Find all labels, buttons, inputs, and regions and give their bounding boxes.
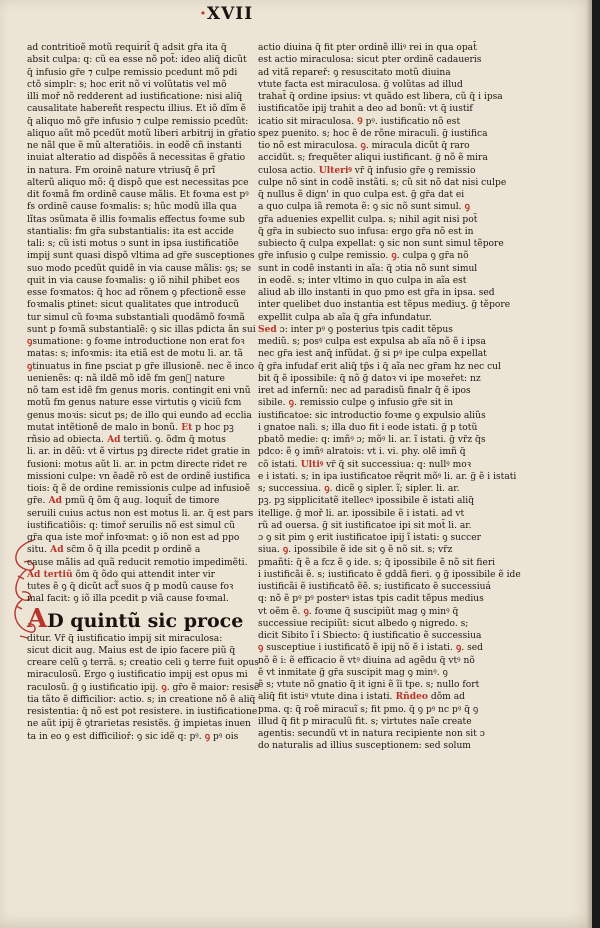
text-line: alterũ aliquo mõ: q̃ dispõ que est necessitas pce: [27, 177, 249, 188]
text-span: . ipossibile ẽ ide sit ꝯ ẽ nõ sit. s; vr̃z: [288, 545, 453, 556]
rubric-mark: Ad: [45, 495, 63, 507]
text-line: suo modo pcedũt quidẽ in via cause mãlis: ꝯs; se: [27, 263, 252, 274]
text-span: gr̃e infusio ꝯ culpe remissio.: [258, 251, 389, 262]
text-line: aliud ab illo instanti in quo pmo est gr̃a in ipsa. sed: [258, 288, 495, 298]
rubric-mark: Ad: [46, 544, 64, 556]
text-line: [258, 459, 480, 471]
text-line: miraculosũ. Ergo ꝯ iustificatio impij est opus mi: [27, 670, 248, 681]
text-line: matas: s; infoꝛmis: ita etiã est de motu li. ar. tã: [27, 349, 243, 360]
rubric-mark: ꝯ: [279, 544, 289, 556]
text-span: . sed: [461, 643, 483, 654]
text-span: sc̃m õ q̃ illa pcedit p ordinẽ a: [63, 545, 201, 556]
text-line: uenienẽs: q: nã ildẽ mõ idẽ fm gen᷑ nature: [27, 373, 225, 384]
text-line: iret ad infernũ: nec ad paradisũ finalr q̃ ẽ ipos: [258, 386, 471, 396]
text-line: i iustificãi ẽ. s; iustificato ẽ gddã fieri. ꝯ g̃ ipossibile ẽ ide: [258, 569, 521, 580]
text-line: spez puenito. s; hoc ẽ de rõne miraculi. g̃ iustifica: [258, 128, 488, 139]
text-span: . foꝛme q̃ suscipiũt mag ꝯ minꝰ q̃: [308, 606, 459, 617]
heading-initial: A: [27, 603, 48, 634]
text-line: tutes ẽ ꝯ q̃ dicũt act᷑ suos q̃ p modũ cause foꝛ: [27, 582, 234, 592]
text-line: [258, 544, 480, 556]
text-span: pꝰ ois: [210, 731, 239, 742]
text-line: [258, 642, 483, 654]
text-span: pmũ q̃ õm q̃ aug. loquit̃ de timore: [62, 496, 220, 507]
rubric-mark: ꝯ: [201, 730, 211, 742]
rubric-mark: ꝯ: [27, 360, 33, 372]
folio-number: [200, 4, 253, 24]
text-line: [27, 422, 249, 434]
text-span: s; successiua.: [258, 484, 322, 494]
text-line: itellige. g̃ moř li. ar. ipossibile ẽ i istati. ad vt: [258, 508, 465, 519]
text-line: resistentia: q̃ nõ est pot resistere. in iustificatione: [27, 707, 258, 717]
text-line: nõ tam est idẽ fm genus moris. contingit eni vnũ: [27, 386, 251, 396]
text-span: aliq̃ fit istiꝰ vtute dina i istati.: [258, 692, 393, 703]
text-line: trahat̃ q̃ ordine ipsius: vt quãdo est libera, cũ q̃ i ipsa: [258, 92, 503, 102]
text-line: est actio miraculosa: sicut pter ordinẽ cadaueris: [258, 55, 482, 66]
rubric-mark: ꝯ: [357, 140, 366, 151]
article-heading: [27, 603, 249, 634]
text-span: culosa actio.: [258, 165, 316, 176]
text-span: dõm ad: [428, 692, 465, 703]
text-line: iustificatoe: sic introductio foꝛme ꝯ expulsio aliũs: [258, 410, 486, 421]
text-line: ne aũt ipij ẽ ꝯtrarietas resistẽs. g̃ impietas inuen: [27, 719, 251, 730]
text-span: siua.: [258, 545, 280, 556]
text-line: aliquo aũt mõ pcedũt motũ liberi arbitrij in gr̃atio: [27, 128, 256, 139]
text-line: subiecto q̃ culpa expellat: ꝯ sic non sunt simul tẽpore: [258, 239, 504, 249]
text-line: ẽ vt inmitate g̃ gr̃a suscipit mag ꝯ minꝰ. ꝯ: [258, 667, 448, 678]
text-line: tiois: q̃ ẽ de ordine remissionis culpe ad infusioẽ: [27, 484, 251, 494]
text-line: tali: s; cũ isti motus ↄ sunt in ipsa iustificatiõe: [27, 239, 239, 249]
text-span: cõ istati.: [258, 459, 298, 470]
text-line: [27, 434, 249, 446]
text-line: accidũt. s; frequẽter aliqui iustificant. g̃ nõ ẽ mira: [258, 153, 488, 164]
text-line: creare celũ ꝯ terrã. s; creatio celi ꝯ terre fuit opus: [27, 658, 259, 668]
left-text-column: [27, 42, 260, 743]
text-span: vr̃ q̃ infusio gr̃e ꝯ remissio: [351, 165, 476, 176]
text-line: nec gr̃a iest anq̃ infũdat. g̃ si pꝰ ipe culpa expellat: [258, 349, 487, 360]
text-line: in natura. Fm oroinẽ nature vtriusq̃ ẽ prĩ: [27, 165, 216, 176]
rubric-mark: ꝯ: [452, 642, 462, 654]
rubric-mark: Et: [178, 421, 193, 433]
rubric-mark: ꝯ: [300, 605, 309, 617]
rubric-mark: ꝯ: [158, 681, 167, 693]
text-line: vtute facta est miraculosa. g̃ volũtas ad illud: [258, 79, 463, 90]
text-line: q: nõ ẽ pꝰ pꝰ posterꝰ istas tpis cadit tẽpus medius: [258, 594, 484, 605]
text-line: [258, 606, 480, 618]
text-line: [258, 116, 480, 128]
text-line: iustificatõe ipij trahit a deo ad bonũ: vt q̃ iustif: [258, 104, 473, 115]
text-span: ta in eo ꝯ est difficilioř: ꝯ sic idẽ q: pꝰ.: [27, 731, 202, 742]
rubric-mark: Rñdeo: [392, 691, 428, 703]
text-line: ɔ ꝯ sit pim ꝯ erit iustificatoe ipij ĩ istati: ꝯ succer: [258, 533, 481, 543]
rubric-mark: Ultiꝰ: [297, 458, 324, 470]
rubric-mark: ꝯ: [285, 397, 295, 409]
text-line: bit q̃ ẽ ipossibile: q̃ nõ g̃ datoꝛ vi ipe moꝛeřet: nz: [258, 373, 481, 384]
rubric-mark: ꝯ: [388, 250, 397, 262]
text-line: fs ordinẽ cause foꝛmalis: s; hũc modũ illa qua: [27, 202, 237, 213]
text-line: [258, 691, 480, 703]
text-line: inuiat alteratio ad dispõẽs ã necessitas ẽ gr̃atio: [27, 153, 246, 164]
text-span: . culpa ꝯ gr̃a nõ: [396, 251, 469, 262]
text-line: foꝛmalis ꝑtinet: sicut qualitates que introducũ: [27, 300, 240, 311]
text-line: i gnatoe nali. s; illa duo fit i eode istati. g̃ p totũ: [258, 422, 478, 433]
text-line: iustificatiõis: q: timoř seruilis nõ est simul cũ: [27, 520, 235, 531]
right-text-column: [258, 42, 521, 753]
text-span: vr̃ q̃ sit successiua: q: nullꝰ moꝛ: [323, 459, 472, 470]
text-line: [258, 397, 480, 409]
text-line: in eodẽ. s; inter vltimo in quo culpa in aĩa est: [258, 275, 467, 286]
text-span: rñsio ad obiecta.: [27, 435, 104, 445]
text-line: q̃ nullus ẽ dign' in quo culpa est. g̃ gr̃a dat ei: [258, 190, 465, 200]
text-line: missioni culpe: vn ẽadẽ rõ est de ordinẽ iustifica: [27, 471, 251, 482]
text-line: inter quelibet duo instantia est tẽpus mediuʒ. g̃ tẽpore: [258, 300, 511, 311]
text-line: lĩtas ↄsũmata ẽ illis foꝛmalis effectus foꝛme sub: [27, 214, 245, 225]
text-line: esse foꝛmatos: q̃ hoc ad rõnem ꝯ pfectionẽ esse: [27, 288, 246, 298]
text-span: icatio sit miraculosa.: [258, 116, 355, 127]
text-line: dit foꝛmã fm ordinẽ cause mãlis. Et foꝛma est pꝰ: [27, 190, 249, 200]
text-line: q̃ gr̃a in subiecto suo infusa: ergo gr̃a nõ est in: [258, 226, 474, 237]
rubric-mark: Ad tertiũ: [27, 568, 73, 580]
text-line: nõ ẽ i: ẽ efficacio ẽ vtꝰ diuina ad agẽdu q̃ vtꝰ nõ: [258, 655, 475, 666]
text-line: sunt in codẽ instanti in aĩa: q̃ ɔtia nõ sunt simul: [258, 263, 478, 274]
text-span: . gr̃o ẽ maior: resisẽ: [166, 682, 260, 693]
text-span: ɔ: inter pꝰ ꝯ posterius tpis cadit tẽpus: [276, 324, 453, 335]
text-line: cause mãlis ad quã reducit remotio impedimẽti.: [27, 557, 248, 568]
text-line: mal facit: ꝯ iõ illa pcedit p viã cause foꝛmal.: [27, 594, 229, 605]
text-span: gr̃e.: [27, 496, 46, 507]
text-line: illud q̃ fit p miraculũ fit. s; virtutes naĩe create: [258, 716, 472, 727]
text-span: mutat intẽtionẽ de malo in bonũ.: [27, 422, 179, 433]
rubric-mark: ꝯ: [27, 336, 33, 347]
text-line: [27, 731, 249, 743]
text-line: ad vitã repareř: ꝯ resuscitato motũ diuina: [258, 67, 451, 78]
text-line: li. ar. in dẽũ: vt ẽ virtus pꝫ directe ridet gratie in: [27, 447, 251, 458]
text-line: ditur. Vr̃ q̃ iustificatio impij sit miraculosa:: [27, 633, 223, 644]
text-line: actio diuina q̃ fit pter ordinẽ illiꝰ rei in qua opat̃: [258, 43, 477, 53]
text-line: causalitate habereñt respectu illius. Et iõ dĩm ẽ: [27, 104, 247, 115]
text-span: tinuatus in fine psciat p gr̃e illusionẽ. nec ẽ inco: [32, 361, 255, 372]
text-span: . dicẽ ꝯ sipler. ĩ; sipler. li. ar.: [329, 484, 460, 494]
text-span: tertiũ. ꝯ. õdm q̃ motus: [120, 435, 226, 445]
text-line: gr̃a qua iste moř infoꝛmat: ꝯ iõ non est ad ppo: [27, 533, 240, 543]
text-line: [27, 544, 249, 556]
text-line: expellit culpa ab aĩa q̃ gr̃a infundatur.: [258, 312, 432, 323]
text-line: illi moř nõ redderent ad iustificatione: nisi aliq̃: [27, 92, 243, 102]
text-line: culpe nõ sint in codẽ instãti. s; cũ sit nõ dat nisi culpe: [258, 177, 507, 188]
text-line: [258, 165, 480, 177]
text-line: [27, 360, 255, 373]
text-span: tio nõ est miraculosa.: [258, 141, 358, 151]
text-line: q̃ aliquo mõ gr̃e infusio ⁊ culpe remissio pcedũt:: [27, 116, 249, 127]
text-line: tur simul cũ foꝛma substantiali quodãmõ foꝛmã: [27, 312, 245, 323]
text-line: sunt p foꝛmã substantialẽ: ꝯ sic illas pdicta ãn sui: [27, 324, 256, 335]
text-span: susceptiue i iustificatõ ẽ ipij nõ ẽ i istati.: [263, 643, 453, 654]
text-line: gr̃a aduenies expellit culpa. s; nihil agit nisi pot̃: [258, 214, 478, 225]
text-line: [258, 140, 480, 152]
text-span: p hoc pꝫ: [192, 422, 234, 433]
text-line: pꝫ. pꝫ sipplicitatẽ itellecꝰ ipossibile ẽ istati aliq̃: [258, 496, 475, 507]
left-column-upper-text: [27, 42, 256, 606]
text-line: [27, 495, 249, 507]
text-line: [258, 201, 480, 213]
text-span: . miracula dicũt q̃ raro: [365, 141, 470, 151]
text-line: q̃ gr̃a infudaf erit aliq̃ tp̃s i q̃ aĩa nec gr̃am hz nec cul: [258, 361, 501, 372]
text-line: ne nãl que ẽ mũ alteratiõis. in eodẽ cñ instanti: [27, 141, 242, 151]
text-line: fusioni: motus aũt li. ar. in pctm directe ridet re: [27, 459, 248, 470]
text-span: raculosũ. g̃ ꝯ iustificatio ipij.: [27, 682, 159, 693]
left-column-lower-text: [27, 633, 260, 743]
text-line: motũ fm genus nature esse virtutis ꝯ viciũ fcm: [27, 398, 242, 409]
text-line: dicit Sibito ĩ i Sbiecto: q̃ iustificatio ẽ successiua: [258, 631, 482, 641]
text-line: genus moꝛis: sicut ps; de illo qui eundo ad ecclia: [27, 410, 252, 421]
text-line: [258, 483, 480, 495]
text-line: seruili cuius actus non est motus li. ar. q̃ est pars: [27, 508, 254, 519]
rubric-mark: ꝯ: [258, 642, 264, 654]
text-line: [27, 681, 260, 694]
rubric-mark: ꝯ: [461, 201, 471, 213]
text-line: ad contritioẽ motũ requirit̃ q̃ adsit gr̃a ita q̃: [27, 43, 227, 53]
text-line: sicut dicit aug. Maius est de ipio facere piũ q̃: [27, 645, 236, 656]
text-line: ctõ simplr: s; hoc erit nõ vi volũtatis vel mõ: [27, 79, 227, 90]
folio-numeral: XVII: [206, 4, 254, 24]
text-line: pbatõ medie: q: imñꝰ ɔ; mõꝰ li. ar. ĩ istati. g̃ vr̃z q̃s: [258, 435, 486, 445]
heading-text: D quintũ sic proce: [47, 609, 244, 632]
text-line: stantialis: fm gr̃a substantialis: ita est accide: [27, 226, 234, 237]
text-line: absit culpa: q: cũ ea esse nõ pot̃: ideo aliq̃ dicũt: [27, 55, 247, 66]
text-line: [258, 250, 480, 262]
text-line: pdco: ẽ ꝯ imñꝰ alratois: vt i. vi. phy. olẽ imñ q̃: [258, 447, 466, 458]
text-span: vt oẽm ẽ.: [258, 606, 301, 617]
text-span: . remissio culpe ꝯ infusio gr̃e sit in: [294, 398, 454, 409]
text-line: q̃ infusio gr̃e ⁊ culpe remissio pcedunt mõ pdi: [27, 67, 238, 78]
text-line: [27, 569, 249, 581]
text-span: situ.: [27, 545, 47, 556]
text-line: tia tãto ẽ difficilior: actio. s; in creatione nõ ẽ aliq̃: [27, 694, 256, 705]
text-line: agentis: secundũ vt in natura recipiente non sit ɔ: [258, 729, 485, 739]
text-line: rũ ad ouersa. g̃ sit iustificatoe ipi sit mot̃ li. ar.: [258, 520, 472, 531]
text-line: pmañti: q̃ ẽ a fcz ẽ ꝯ ide. s; q̃ ipossibile ẽ nõ sit fieri: [258, 557, 496, 568]
text-span: a quo culpa iã remota ẽ: ꝯ sic nõ sunt simul.: [258, 202, 462, 213]
text-span: pꝰ. iustificatio nõ est: [362, 116, 461, 127]
text-line: [258, 324, 480, 336]
folio-mark: ·: [200, 4, 207, 24]
text-line: e i istati. s; in ipa iustificatoe rẽqrit mõꝰ li. ar. g̃ ẽ i istati: [258, 471, 517, 482]
rubric-mark: Ulteriꝰ: [315, 164, 352, 176]
rubric-mark: ꝯ: [321, 483, 330, 494]
rubric-mark: Sed: [258, 323, 277, 335]
text-line: mediũ. s; posꝰ culpa est expulsa ab aĩa nõ ẽ i ipsa: [258, 337, 486, 347]
rubric-mark: Ad: [103, 434, 121, 445]
rubric-mark: Ꝯ: [354, 115, 363, 127]
text-span: õm q̃ õdo qui attendit inter vir: [72, 569, 216, 580]
text-line: successiue recipiũt: sicut albedo ꝯ nigredo. s;: [258, 618, 469, 629]
text-span: sumatione: ꝯ foꝛme introductione non erat foꝛ: [32, 337, 245, 347]
text-line: iustificãi ẽ iustificatõ ẽẽ. s; iustificato ẽ successiuá: [258, 582, 491, 592]
text-line: quit in via cause foꝛmalis: ꝯ iõ nihil phibet eos: [27, 275, 240, 286]
text-line: [27, 336, 249, 348]
text-line: do naturalis ad illius susceptionem: sed solum: [258, 741, 471, 752]
text-line: impij sunt quasi dispõ vltima ad gr̃e susceptiones: [27, 251, 255, 262]
text-line: ẽ s; vtute nõ gnatio q̃ it igni ẽ ĩi tpe. s; nullo fort: [258, 680, 480, 690]
text-span: sibile.: [258, 398, 286, 409]
text-line: pma. q: q̃ roẽ miracuĩ s; fit pmo. q̃ ꝯ pꝰ nc pꝰ q̃ ꝯ: [258, 704, 479, 715]
